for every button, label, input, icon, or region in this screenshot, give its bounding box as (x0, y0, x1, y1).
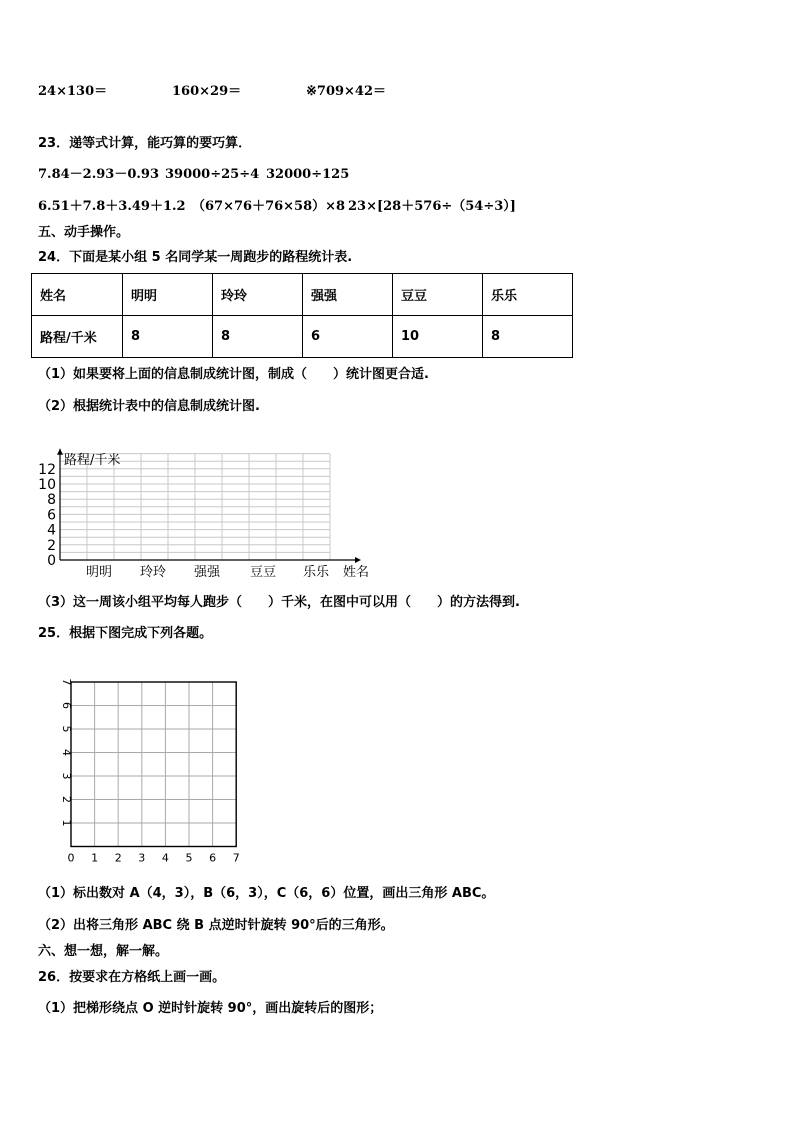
table-cell: 8 (213, 316, 303, 358)
x-tick-label: 7 (232, 851, 240, 865)
q24-title: 24．下面是某小组 5 名同学某一周跑步的路程统计表. (38, 250, 353, 265)
y-tick-label: 12 (38, 461, 56, 478)
table-cell: 10 (393, 316, 483, 358)
y-tick-label: 3 (60, 772, 73, 780)
y-tick-label: 10 (38, 477, 56, 493)
section-5-heading: 五、动手操作。 (38, 225, 130, 240)
q23-expr-6: 23×[28＋576÷（54÷3）] (348, 199, 516, 214)
table-header-cell: 姓名 (32, 274, 123, 316)
x-tick-label: 3 (138, 851, 146, 865)
y-axis-label: 路程/千米 (64, 452, 121, 468)
q25-sub-2: （2）出将三角形 ABC 绕 B 点逆时针旋转 90°后的三角形。 (38, 918, 394, 933)
x-tick-label: 6 (209, 851, 217, 865)
q23-expr-5: （67×76＋76×58）×8 (192, 199, 346, 214)
section-6-heading: 六、想一想，解一解。 (38, 944, 169, 959)
calc-item-3: ※709×42＝ (306, 84, 387, 99)
q24-sub-1: （1）如果要将上面的信息制成统计图，制成（ ）统计图更合适. (38, 367, 429, 382)
y-tick-label: 2 (60, 796, 73, 803)
table-header-cell: 玲玲 (213, 274, 303, 316)
table-cell: 路程/千米 (32, 316, 123, 358)
q23-expr-3: 32000÷125 (266, 167, 350, 182)
x-tick-label: 4 (161, 851, 169, 865)
q24-sub-3: （3）这一周该小组平均每人跑步（ ）千米，在图中可以用（ ）的方法得到. (38, 595, 520, 610)
x-tick-label: 乐乐 (302, 565, 330, 580)
x-tick-label: 豆豆 (249, 565, 277, 580)
y-tick-label: 6 (60, 702, 73, 709)
y-tick-label: 5 (60, 725, 73, 733)
q25-sub-1: （1）标出数对 A（4，3），B（6，3），C（6，6）位置，画出三角形 ABC。 (38, 886, 495, 901)
table-header-cell: 乐乐 (483, 274, 573, 316)
q26-sub-1: （1）把梯形绕点 O 逆时针旋转 90°，画出旋转后的图形； (38, 1001, 383, 1016)
q24-sub-2: （2）根据统计表中的信息制成统计图. (38, 399, 260, 414)
x-tick-label: 5 (185, 851, 193, 865)
x-axis-label: 姓名 (342, 565, 370, 580)
y-tick-label: 4 (47, 522, 56, 539)
table-cell: 8 (483, 316, 573, 358)
q23-expr-2: 39000÷25÷4 (165, 167, 260, 182)
q23-expr-4: 6.51＋7.8＋3.49＋1.2 (38, 199, 186, 214)
table-header-cell: 强强 (303, 274, 393, 316)
q23-expr-1: 7.84－2.93－0.93 (38, 167, 159, 182)
table-header-cell: 明明 (123, 274, 213, 316)
y-tick-label: 6 (47, 507, 56, 524)
y-tick-label: 8 (47, 492, 56, 509)
table-cell: 6 (303, 316, 393, 358)
y-tick-label: 1 (60, 819, 73, 827)
y-tick-label: 7 (60, 678, 73, 686)
y-tick-label: 2 (47, 537, 56, 554)
table-cell: 8 (123, 316, 213, 358)
x-tick-label: 2 (114, 851, 122, 865)
calc-item-2: 160×29＝ (172, 84, 242, 99)
x-tick-label: 1 (91, 851, 99, 865)
calc-item-1: 24×130＝ (38, 84, 108, 99)
table-header-cell: 豆豆 (393, 274, 483, 316)
q26-title: 26．按要求在方格纸上画一画。 (38, 970, 226, 985)
x-tick-label: 明明 (85, 565, 113, 580)
x-tick-label: 0 (67, 851, 75, 865)
x-tick-label: 强强 (193, 565, 221, 580)
grid-border (71, 682, 236, 847)
x-tick-label: 玲玲 (139, 565, 167, 580)
q23-title: 23．递等式计算，能巧算的要巧算． (38, 136, 252, 151)
q25-title: 25．根据下图完成下列各题。 (38, 626, 213, 641)
y-tick-label: 4 (60, 749, 73, 756)
y-tick-label: 0 (47, 553, 56, 569)
